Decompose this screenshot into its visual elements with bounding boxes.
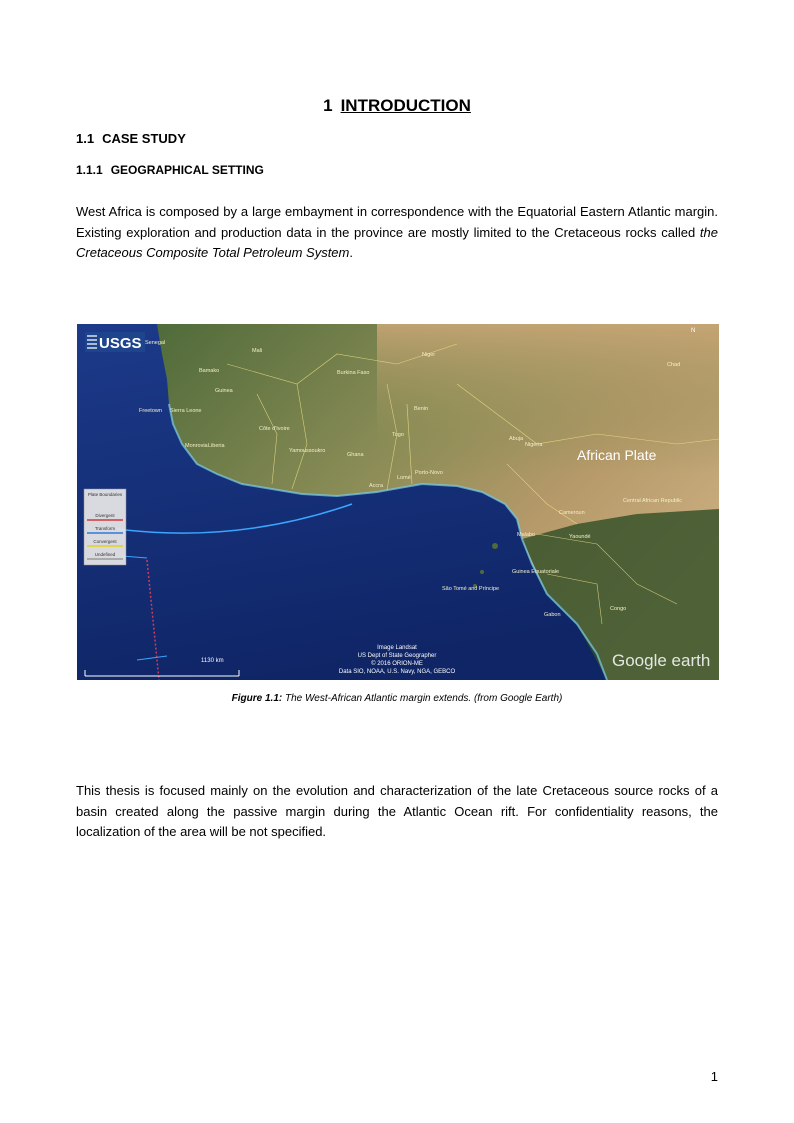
google-earth-logo: Google earth	[612, 651, 711, 670]
section-heading	[76, 131, 186, 146]
svg-text:Abuja: Abuja	[509, 436, 524, 442]
intro-italic-term: the Cretaceous Composite Total Petroleum System	[76, 224, 718, 260]
svg-text:Guinea: Guinea	[215, 388, 233, 394]
map-credits	[339, 645, 456, 675]
svg-text:Benin: Benin	[414, 406, 429, 412]
figure-caption	[0, 693, 794, 704]
svg-text:Guinea Equatoriale: Guinea Equatoriale	[512, 569, 560, 575]
caption-text: The West-African Atlantic margin extends. (from Google Earth)	[282, 693, 563, 704]
legend-transform: Transform	[94, 526, 116, 531]
svg-text:Gabon: Gabon	[544, 612, 561, 618]
page-number: 1	[710, 1069, 718, 1084]
intro-paragraph	[76, 202, 718, 264]
chapter-number: 1	[323, 96, 333, 115]
intro-text: West Africa is composed by a large embayment in correspondence with the Equatorial Eastern Atlantic margin. Existing exploration and production data in the province are mostly limited to the Cretaceous rocks called	[76, 204, 718, 240]
svg-text:Senegal: Senegal	[145, 340, 166, 346]
svg-text:São Tomé and Príncipe: São Tomé and Príncipe	[442, 586, 500, 592]
svg-text:Cameroun: Cameroun	[559, 510, 585, 516]
intro-end: .	[349, 245, 353, 260]
caption-label: Figure 1.1:	[231, 693, 283, 704]
svg-text:Mali: Mali	[252, 348, 263, 354]
svg-text:Accra: Accra	[369, 483, 384, 489]
plate-boundaries-legend	[84, 489, 126, 565]
map-overlay	[77, 324, 719, 680]
plate-label: African Plate	[577, 447, 657, 463]
scale-label: 1130 km	[201, 658, 224, 664]
svg-text:Liberia: Liberia	[208, 443, 225, 449]
svg-text:Malabo: Malabo	[517, 532, 536, 538]
subsection-heading	[76, 163, 264, 177]
svg-text:Yamoussoukro: Yamoussoukro	[289, 448, 326, 454]
svg-text:Côte d'Ivoire: Côte d'Ivoire	[259, 426, 290, 432]
legend-divergent: Divergent	[95, 513, 115, 518]
chapter-title: INTRODUCTION	[340, 96, 471, 115]
place-labels	[139, 340, 682, 618]
svg-text:Lomé: Lomé	[397, 475, 411, 481]
svg-text:Burkina Faso: Burkina Faso	[337, 370, 370, 376]
svg-text:Monrovia: Monrovia	[185, 443, 208, 449]
usgs-label: USGS	[99, 335, 142, 352]
svg-text:Chad: Chad	[667, 362, 681, 368]
map-figure	[77, 324, 719, 680]
legend-convergent: Convergent	[93, 539, 117, 544]
section-number: 1.1	[76, 131, 95, 146]
usgs-logo-icon	[85, 332, 145, 352]
section-title: CASE STUDY	[102, 131, 186, 146]
svg-text:Porto-Novo: Porto-Novo	[415, 470, 443, 476]
thesis-focus-paragraph: This thesis is focused mainly on the evolution and characterization of the late Cretaceous source rocks of a basin created along the passive margin during the Atlantic Ocean rift. For confidentiality reasons, the localization of the area will be not specified.	[76, 783, 718, 839]
svg-text:Yaoundé: Yaoundé	[569, 534, 591, 540]
svg-text:US Dept of State Geographer: US Dept of State Geographer	[357, 653, 437, 659]
svg-text:Image Landsat: Image Landsat	[377, 645, 417, 651]
subsection-number: 1.1.1	[76, 163, 103, 177]
subsection-title: GEOGRAPHICAL SETTING	[110, 163, 264, 177]
svg-text:Nigeria: Nigeria	[525, 442, 543, 448]
svg-text:Ghana: Ghana	[347, 452, 364, 458]
svg-text:Congo: Congo	[610, 606, 627, 612]
scale-bar	[85, 658, 239, 676]
svg-text:Sierra Leone: Sierra Leone	[170, 408, 202, 414]
north-icon: N	[691, 328, 696, 334]
svg-text:Bamako: Bamako	[199, 368, 220, 374]
svg-text:Togo: Togo	[392, 432, 404, 438]
svg-text:Niger: Niger	[422, 352, 436, 358]
svg-text:Central African Republic: Central African Republic	[623, 498, 683, 504]
legend-title: Plate Boundaries	[87, 492, 123, 497]
svg-text:Freetown: Freetown	[139, 408, 162, 414]
svg-text:Data SIO, NOAA, U.S. Navy, NGA: Data SIO, NOAA, U.S. Navy, NGA, GEBCO	[338, 669, 456, 675]
svg-text:© 2016 ORION-ME: © 2016 ORION-ME	[371, 661, 423, 667]
legend-undefined: Undefined	[94, 552, 116, 557]
chapter-heading	[0, 96, 794, 116]
